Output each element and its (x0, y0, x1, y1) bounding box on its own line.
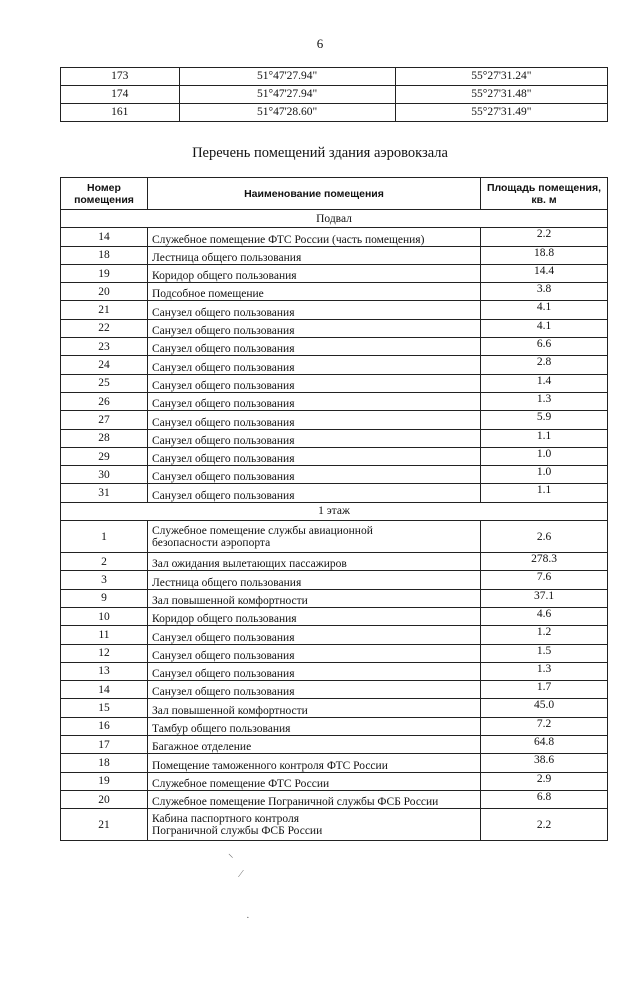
longitude: 55°27'31.48" (395, 86, 607, 104)
room-area: 3.8 (481, 283, 608, 301)
room-name: Служебное помещение ФТС России (148, 772, 481, 790)
room-name-line: безопасности аэропорта (152, 536, 271, 549)
table-row (61, 521, 608, 553)
header-area: Площадь помещения, кв. м (481, 178, 608, 210)
room-name: Санузел общего пользования (148, 466, 481, 484)
room-number: 14 (61, 228, 148, 246)
room-name: Санузел общего пользования (148, 447, 481, 465)
table-row (61, 681, 608, 699)
room-area: 2.6 (481, 521, 608, 553)
room-area: 2.9 (481, 772, 608, 790)
room-area: 6.6 (481, 338, 608, 356)
room-area: 2.8 (481, 356, 608, 374)
room-number: 28 (61, 429, 148, 447)
room-number: 16 (61, 717, 148, 735)
room-area: 1.0 (481, 466, 608, 484)
room-name: Санузел общего пользования (148, 484, 481, 502)
room-area: 4.1 (481, 301, 608, 319)
floor-header-row (61, 502, 608, 520)
room-number: 19 (61, 772, 148, 790)
point-number: 174 (61, 86, 180, 104)
table-row (61, 607, 608, 625)
room-area: 1.4 (481, 374, 608, 392)
room-number: 11 (61, 626, 148, 644)
room-area: 5.9 (481, 411, 608, 429)
room-number: 9 (61, 589, 148, 607)
room-area: 2.2 (481, 809, 608, 841)
room-number: 12 (61, 644, 148, 662)
table-row (61, 589, 608, 607)
room-area: 7.6 (481, 571, 608, 589)
room-name: Санузел общего пользования (148, 338, 481, 356)
table-row (61, 736, 608, 754)
room-number: 27 (61, 411, 148, 429)
latitude: 51°47'28.60" (179, 104, 395, 122)
table-row (61, 319, 608, 337)
table-row (61, 484, 608, 502)
room-name: Коридор общего пользования (148, 607, 481, 625)
room-area: 1.3 (481, 392, 608, 410)
section-title: Перечень помещений здания аэровокзала (192, 145, 448, 161)
room-number: 29 (61, 447, 148, 465)
room-area: 7.2 (481, 717, 608, 735)
coordinate-row (61, 104, 608, 122)
room-number: 1 (61, 521, 148, 553)
room-name: Санузел общего пользования (148, 626, 481, 644)
room-number: 20 (61, 283, 148, 301)
room-area: 14.4 (481, 264, 608, 282)
room-name-line: Служебное помещение службы авиационной (152, 524, 373, 537)
table-header-row (61, 178, 608, 210)
table-row (61, 283, 608, 301)
room-name (148, 521, 481, 553)
room-name: Санузел общего пользования (148, 374, 481, 392)
room-name: Багажное отделение (148, 736, 481, 754)
table-row (61, 246, 608, 264)
longitude: 55°27'31.24" (395, 68, 607, 86)
point-number: 173 (61, 68, 180, 86)
table-row (61, 772, 608, 790)
room-name: Санузел общего пользования (148, 429, 481, 447)
room-name (148, 809, 481, 841)
page-number: 6 (316, 36, 324, 51)
table-row (61, 228, 608, 246)
table-row (61, 356, 608, 374)
table-row (61, 790, 608, 808)
room-number: 3 (61, 571, 148, 589)
room-number: 25 (61, 374, 148, 392)
table-row (61, 429, 608, 447)
latitude: 51°47'27.94" (179, 68, 395, 86)
room-number: 21 (61, 301, 148, 319)
room-number: 30 (61, 466, 148, 484)
room-area: 6.8 (481, 790, 608, 808)
scan-mark: · (246, 912, 250, 924)
table-row (61, 717, 608, 735)
room-name: Тамбур общего пользования (148, 717, 481, 735)
room-number: 14 (61, 681, 148, 699)
room-name: Санузел общего пользования (148, 662, 481, 680)
room-name-line: Пограничной службы ФСБ России (152, 824, 323, 837)
table-row (61, 571, 608, 589)
table-row (61, 447, 608, 465)
room-name: Зал повышенной комфортности (148, 699, 481, 717)
room-area: 1.0 (481, 447, 608, 465)
table-row (61, 301, 608, 319)
room-name: Коридор общего пользования (148, 264, 481, 282)
room-name: Подсобное помещение (148, 283, 481, 301)
room-number: 18 (61, 246, 148, 264)
room-number: 19 (61, 264, 148, 282)
room-area: 1.2 (481, 626, 608, 644)
table-row (61, 809, 608, 841)
floor-header-row (61, 210, 608, 228)
header-name: Наименование помещения (148, 178, 481, 210)
table-row (61, 754, 608, 772)
table-row (61, 392, 608, 410)
room-number: 2 (61, 553, 148, 571)
room-number: 15 (61, 699, 148, 717)
table-row (61, 264, 608, 282)
floor-label: Подвал (61, 210, 608, 228)
room-area: 1.7 (481, 681, 608, 699)
rooms-table (60, 177, 608, 841)
room-number: 17 (61, 736, 148, 754)
room-area: 64.8 (481, 736, 608, 754)
room-area: 278.3 (481, 553, 608, 571)
room-number: 20 (61, 790, 148, 808)
floor-label: 1 этаж (61, 502, 608, 520)
room-number: 31 (61, 484, 148, 502)
room-name: Санузел общего пользования (148, 319, 481, 337)
room-area: 4.6 (481, 607, 608, 625)
room-area: 4.1 (481, 319, 608, 337)
table-row (61, 699, 608, 717)
room-name: Служебное помещение Пограничной службы ФСБ России (148, 790, 481, 808)
room-name: Санузел общего пользования (148, 356, 481, 374)
table-row (61, 338, 608, 356)
table-row (61, 466, 608, 484)
room-area: 18.8 (481, 246, 608, 264)
room-name: Санузел общего пользования (148, 681, 481, 699)
room-number: 26 (61, 392, 148, 410)
table-row (61, 662, 608, 680)
table-row (61, 626, 608, 644)
room-number: 22 (61, 319, 148, 337)
table-row (61, 644, 608, 662)
room-name: Зал ожидания вылетающих пассажиров (148, 553, 481, 571)
coordinates-table (60, 67, 608, 122)
room-area: 1.5 (481, 644, 608, 662)
room-area: 1.1 (481, 484, 608, 502)
room-name: Лестница общего пользования (148, 246, 481, 264)
room-number: 24 (61, 356, 148, 374)
room-area: 1.1 (481, 429, 608, 447)
room-number: 21 (61, 809, 148, 841)
header-number: Номер помещения (61, 178, 148, 210)
room-name: Санузел общего пользования (148, 644, 481, 662)
room-name: Служебное помещение ФТС России (часть помещения) (148, 228, 481, 246)
room-name: Санузел общего пользования (148, 301, 481, 319)
room-area: 45.0 (481, 699, 608, 717)
scan-mark: ⸜ (228, 848, 234, 860)
coordinate-row (61, 68, 608, 86)
room-name-line: Кабина паспортного контроля (152, 812, 300, 825)
room-number: 13 (61, 662, 148, 680)
longitude: 55°27'31.49" (395, 104, 607, 122)
room-name: Лестница общего пользования (148, 571, 481, 589)
room-name: Санузел общего пользования (148, 411, 481, 429)
room-area: 38.6 (481, 754, 608, 772)
room-area: 1.3 (481, 662, 608, 680)
room-name: Санузел общего пользования (148, 392, 481, 410)
latitude: 51°47'27.94" (179, 86, 395, 104)
room-name: Помещение таможенного контроля ФТС России (148, 754, 481, 772)
room-number: 10 (61, 607, 148, 625)
point-number: 161 (61, 104, 180, 122)
table-row (61, 411, 608, 429)
room-name: Зал повышенной комфортности (148, 589, 481, 607)
room-number: 18 (61, 754, 148, 772)
scan-mark: ⁄ (240, 868, 242, 880)
room-number: 23 (61, 338, 148, 356)
coordinate-row (61, 86, 608, 104)
room-area: 2.2 (481, 228, 608, 246)
room-area: 37.1 (481, 589, 608, 607)
table-row (61, 374, 608, 392)
table-row (61, 553, 608, 571)
